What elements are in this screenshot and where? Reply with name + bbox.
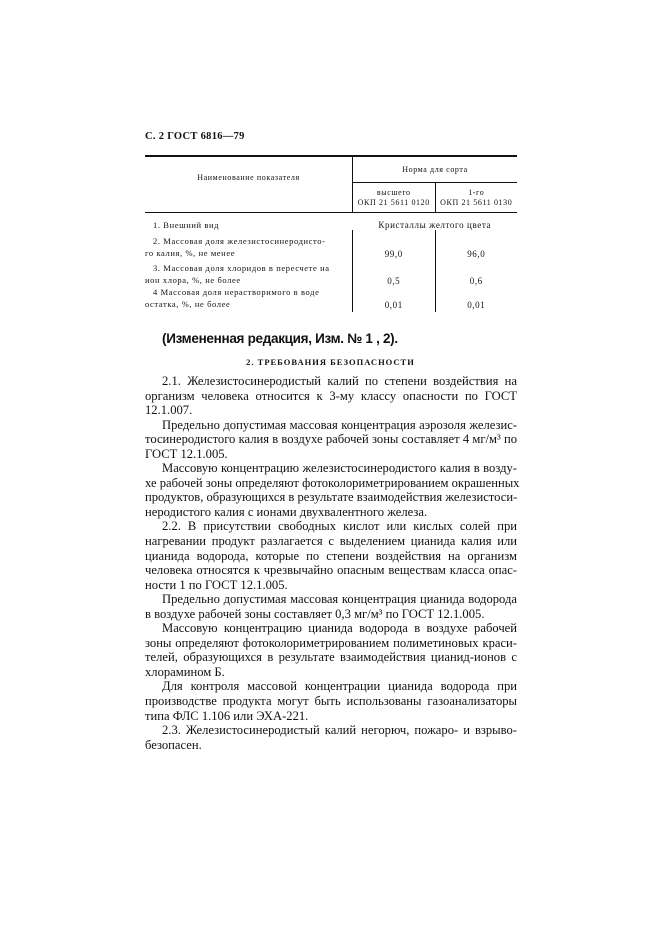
section-title: 2. ТРЕБОВАНИЯ БЕЗОПАСНОСТИ [246,357,415,367]
text-line: Массовую концентрацию железистосинеродистого калия в возду- [162,461,517,476]
quality-table [145,155,517,312]
row-label-line: 2. Массовая доля железистосинеродисто- [153,236,326,246]
row-label-line: ион хлора, %, не более [145,275,241,285]
text-line: Предельно допустимая массовая концентрация цианида водорода [162,592,517,607]
text-line: нагревании продукт разлагается с выделением цианида калия или [145,534,517,549]
text-line: организм человека относится к 3-му классу опасности по ГОСТ [145,388,517,403]
text-line: в воздухе рабочей зоны составляет 0,3 мг/м³ по ГОСТ 12.1.005. [145,606,485,621]
paragraph [145,418,517,462]
col-header-name: Наименование показателя [145,156,353,212]
grade-code: ОКП 21 5611 0130 [440,197,513,207]
text-line: 2.3. Железистосинеродистый калий негорюч, пожаро- и взрыво- [162,723,517,738]
row-label-line: го калия, %, не менее [145,248,236,258]
text-line: неродистого калия с ионами двухвалентного железа. [145,504,428,519]
text-line: телей, образующихся в результате взаимодействия цианид-ионов с [145,650,517,665]
paragraph [145,519,517,592]
paragraph [145,679,517,723]
paragraph [145,461,520,519]
text-line: 12.1.007. [145,403,193,418]
amendment-note: (Измененная редакция, Изм. № 1 , 2). [162,331,398,346]
row-value: 0,6 [435,259,517,286]
row-value: 99,0 [353,230,436,259]
text-line: безопасен. [145,737,202,752]
col-header-grade-top [353,182,436,212]
row-label-line: 4 Массовая доля нерастворимого в воде [153,287,320,297]
text-line: производстве продукта могут быть использованы газоанализаторы [145,694,517,709]
paragraph [145,723,517,752]
text-line: 2.2. В присутствии свободных кислот или кислых солей при [162,519,517,534]
col-header-norm: Норма для сорта [353,156,518,182]
paragraph [145,374,517,418]
text-line: хлорамином Б. [145,664,225,679]
row-value: Кристаллы желтого цвета [378,220,492,230]
text-line: цианида водорода, которые по степени воздействия на организм [145,548,517,563]
grade-label: 1-го [468,187,485,197]
row-value: 0,01 [353,286,436,312]
table-row-label [145,286,353,312]
row-value: 96,0 [435,230,517,259]
text-line: 2.1. Железистосинеродистый калий по степени воздействия на [162,374,517,388]
grade-code: ОКП 21 5611 0120 [357,197,430,207]
section-body [145,374,520,752]
grade-label: высшего [376,187,411,197]
row-label-line: 3. Массовая доля хлоридов в пересчете на [153,263,330,273]
text-line: зоны определяют фотоколориметрированием полиметиновых краси- [145,635,517,650]
text-line: Предельно допустимая массовая концентрация аэрозоля железис- [162,417,517,432]
text-line: Массовую концентрацию цианида водорода в воздухе рабочей [162,621,517,636]
paragraph [145,592,517,621]
text-line: хе рабочей зоны определяют фотоколориметрированием окрашенных [145,475,520,490]
row-value: 0,01 [435,286,517,312]
row-label-line: остатка, %, не более [145,299,231,309]
table-row-label [145,230,353,259]
text-line: ности 1 по ГОСТ 12.1.005. [145,577,288,592]
page-header: С. 2 ГОСТ 6816—79 [145,131,245,142]
paragraph [145,621,517,679]
text-line: типа ФЛС 1.106 или ЭХА-221. [145,708,309,723]
text-line: продуктов, образующихся в результате взаимодействия железистоси- [145,490,518,505]
col-header-grade-1 [435,182,517,212]
table-row-label [145,259,353,286]
row-label: 1. Внешний вид [153,220,220,230]
text-line: Для контроля массовой концентрации цианида водорода при [162,679,517,694]
text-line: тосинеродистого калия в воздухе рабочей зоны составляет 4 мг/м³ по [145,432,517,447]
text-line: человека относятся к чрезвычайно опасным веществам класса опас- [145,563,517,578]
row-value: 0,5 [353,259,436,286]
text-line: ГОСТ 12.1.005. [145,446,228,461]
